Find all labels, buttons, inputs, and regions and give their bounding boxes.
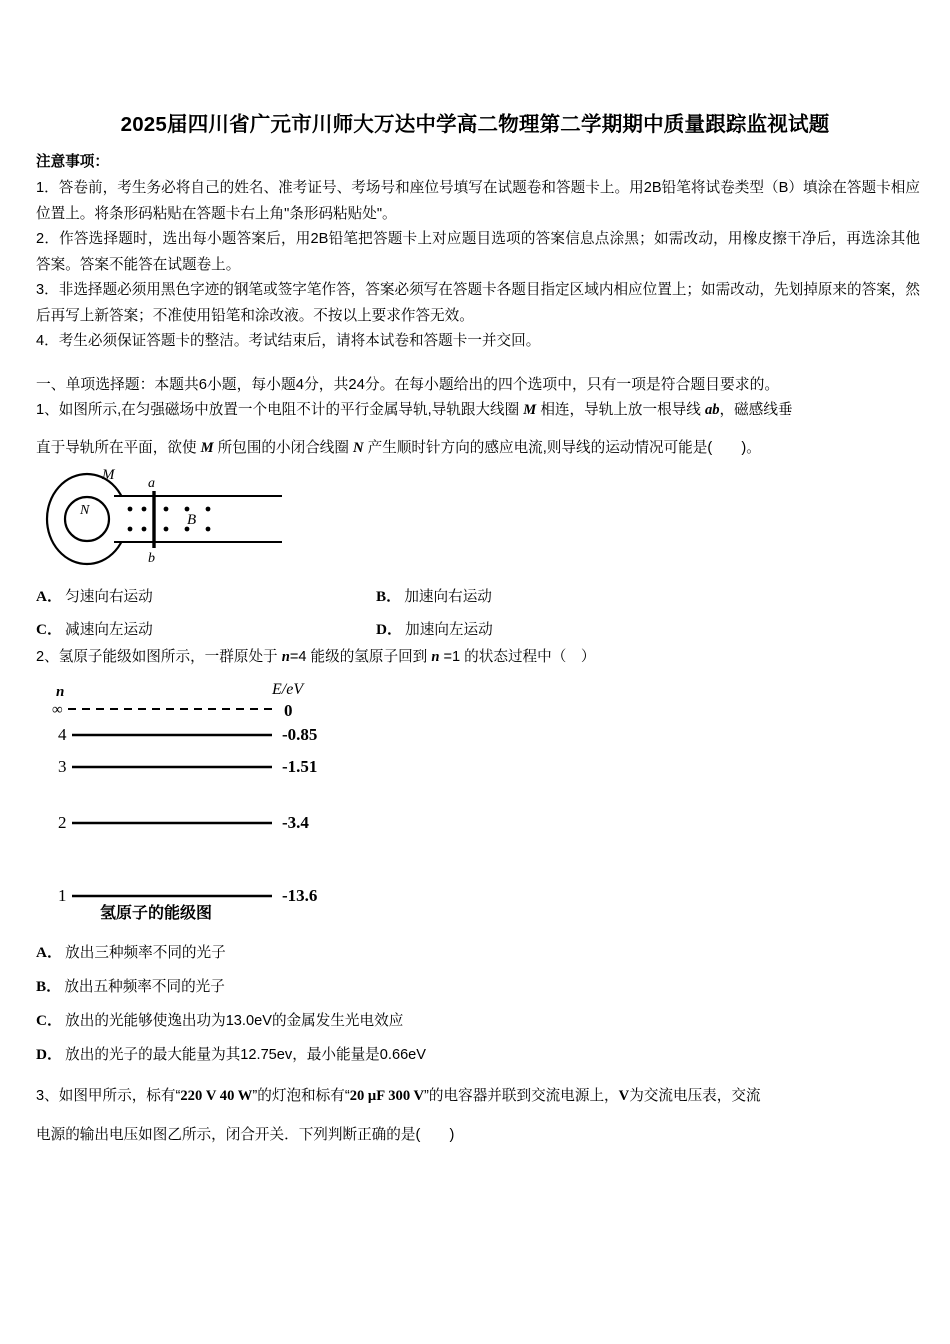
question-1-label-ab: ab <box>704 402 720 418</box>
option-row-d <box>36 1038 924 1072</box>
level-label-1: 1 <box>58 886 67 905</box>
notice-item-4: 4．考生必须保证答题卡的整洁。考试结束后，请将本试卷和答题卡一并交回。 <box>36 333 541 349</box>
option-a-text: 匀速向右运动 <box>65 589 153 605</box>
option-c[interactable] <box>36 613 153 647</box>
option-d-label: D． <box>376 621 403 638</box>
option-b[interactable] <box>36 979 225 995</box>
question-2-options <box>36 936 924 1072</box>
option-row-a <box>36 936 924 970</box>
question-3-lamp-rating: 220 V 40 W <box>180 1088 253 1104</box>
option-row-ab <box>36 580 856 613</box>
field-label-b: B <box>187 512 197 528</box>
option-c-text: 减速向左运动 <box>65 622 153 638</box>
option-d-text: 放出的光子的最大能量为其12.75ev，最小能量是0.66eV <box>65 1047 427 1063</box>
rails-coil-diagram <box>42 462 292 577</box>
inner-coil-label-n: N <box>80 503 90 518</box>
energy-column-header: E/eV <box>272 681 304 698</box>
question-3-number: 3、 <box>36 1088 59 1104</box>
question-3-stem <box>36 1084 926 1148</box>
field-dot <box>206 507 211 512</box>
question-1-label-m2: M <box>200 440 214 456</box>
question-3-line1-part-d: 为交流电压表，交流 <box>629 1088 761 1104</box>
level-label-2: 2 <box>58 813 67 832</box>
option-c-text: 放出的光能够使逸出功为13.0eV的金属发生光电效应 <box>65 1013 404 1029</box>
level-column-header-n: n <box>56 684 65 700</box>
field-dot <box>142 527 147 532</box>
question-1-label-n: N <box>353 440 364 456</box>
level-energy-1: -13.6 <box>282 886 318 905</box>
question-1-number: 1、 <box>36 402 59 418</box>
option-c-label: C． <box>36 621 63 638</box>
option-c-label: C． <box>36 1012 63 1029</box>
field-dot <box>128 507 133 512</box>
option-c[interactable] <box>36 1013 403 1029</box>
option-b-label: B． <box>36 978 62 995</box>
question-1-line2-part-b: 所包围的小闭合线圈 <box>213 440 354 456</box>
question-2-stem-part-c: =1 的状态过程中（ ） <box>439 649 596 665</box>
question-1-line2 <box>36 436 924 461</box>
notice-heading: 注意事项： <box>36 154 109 170</box>
field-dot <box>185 507 190 512</box>
notice-item-1: 1．答卷前，考生务必将自己的姓名、准考证号、考场号和座位号填写在试题卷和答题卡上。用2B铅笔将试卷类型（B）填涂在答题卡相应位置上。将条形码粘贴在答题卡右上角"条形码粘贴处"。 <box>36 180 920 222</box>
field-dot <box>128 527 133 532</box>
level-energy-infinity: 0 <box>284 701 293 720</box>
hydrogen-energy-level-diagram <box>40 680 380 920</box>
question-1-label-m: M <box>523 402 537 418</box>
question-1-stem <box>36 398 924 461</box>
question-3-voltmeter-label: V <box>618 1088 630 1104</box>
question-2-stem-part-b: =4 能级的氢原子回到 <box>289 649 432 665</box>
notice-item-2: 2．作答选择题时，选出每小题答案后，用2B铅笔把答题卡上对应题目选项的答案信息点涂黑；如需改动，用橡皮擦干净后，再选涂其他答案。答案不能答在试题卷上。 <box>36 231 920 273</box>
option-b-text: 放出五种频率不同的光子 <box>64 979 225 995</box>
option-a[interactable] <box>36 580 153 614</box>
option-a-label: A． <box>36 944 63 961</box>
option-a-text: 放出三种频率不同的光子 <box>65 945 226 961</box>
node-label-a: a <box>148 476 155 491</box>
option-a-label: A． <box>36 588 63 605</box>
option-b[interactable] <box>376 580 492 614</box>
option-row-cd <box>36 613 856 646</box>
question-3-line1-part-c: ”的电容器并联到交流电源上， <box>424 1088 619 1104</box>
option-d-text: 加速向左运动 <box>405 622 493 638</box>
option-d[interactable] <box>36 1047 426 1063</box>
option-row-b <box>36 970 924 1004</box>
question-2-stem <box>36 645 924 670</box>
question-3-line1-part-a: 如图甲所示，标有“ <box>58 1088 181 1104</box>
option-d-label: D． <box>36 1046 63 1063</box>
question-3-capacitor-rating: 20 μF 300 V <box>349 1088 425 1104</box>
question-2-stem-part-a: 氢原子能级如图所示，一群原处于 <box>58 649 282 665</box>
section-heading: 一、单项选择题：本题共6小题，每小题4分，共24分。在每小题给出的四个选项中，只有一项是符合题目要求的。 <box>36 377 780 393</box>
level-label-4: 4 <box>58 725 67 744</box>
question-2-var-n2: n <box>431 649 440 665</box>
question-3-line1-part-b: ”的灯泡和标有“ <box>252 1088 350 1104</box>
question-1-line1-part-c: ，磁感线垂 <box>719 402 793 418</box>
option-d[interactable] <box>376 613 493 647</box>
question-1-line1-part-a: 如图所示,在匀强磁场中放置一个电阻不计的平行金属导轨,导轨跟大线圈 <box>58 402 524 418</box>
outer-coil-label-m: M <box>102 467 115 483</box>
node-label-b: b <box>148 551 155 566</box>
notice-section <box>36 150 920 355</box>
notice-item-3: 3．非选择题必须用黑色字迹的钢笔或签字笔作答，答案必须写在答题卡各题目指定区域内相应位置上；如需改动，先划掉原来的答案，然后再写上新答案；不准使用铅笔和涂改液。不按以上要求作答无效。 <box>36 282 920 324</box>
level-energy-4: -0.85 <box>282 725 318 744</box>
question-2-number: 2、 <box>36 649 59 665</box>
page-title: 2025届四川省广元市川师大万达中学高二物理第二学期期中质量跟踪监视试题 <box>120 113 830 136</box>
field-dot <box>206 527 211 532</box>
option-b-text: 加速向右运动 <box>404 589 492 605</box>
level-energy-3: -1.51 <box>282 757 318 776</box>
field-dot <box>164 507 169 512</box>
question-1-line1-part-b: 相连，导轨上放一根导线 <box>536 402 705 418</box>
field-dot <box>142 507 147 512</box>
question-1-figure <box>42 462 292 577</box>
option-a[interactable] <box>36 945 226 961</box>
question-1-line2-part-c: 产生顺时针方向的感应电流,则导线的运动情况可能是( )。 <box>363 440 761 456</box>
coil-rail-joint <box>114 496 134 542</box>
question-2-figure <box>40 680 380 920</box>
level-energy-2: -3.4 <box>282 813 309 832</box>
question-1-line2-part-a: 直于导轨所在平面，欲使 <box>36 440 201 456</box>
field-dot <box>164 527 169 532</box>
question-2-var-n1: n <box>281 649 290 665</box>
level-label-3: 3 <box>58 757 67 776</box>
option-b-label: B． <box>376 588 402 605</box>
level-label-infinity: ∞ <box>52 702 63 718</box>
question-1-options <box>36 580 856 646</box>
option-row-c <box>36 1004 924 1038</box>
figure-caption: 氢原子的能级图 <box>100 905 213 920</box>
question-3-line2: 电源的输出电压如图乙所示，闭合开关．下列判断正确的是( ) <box>36 1127 455 1143</box>
